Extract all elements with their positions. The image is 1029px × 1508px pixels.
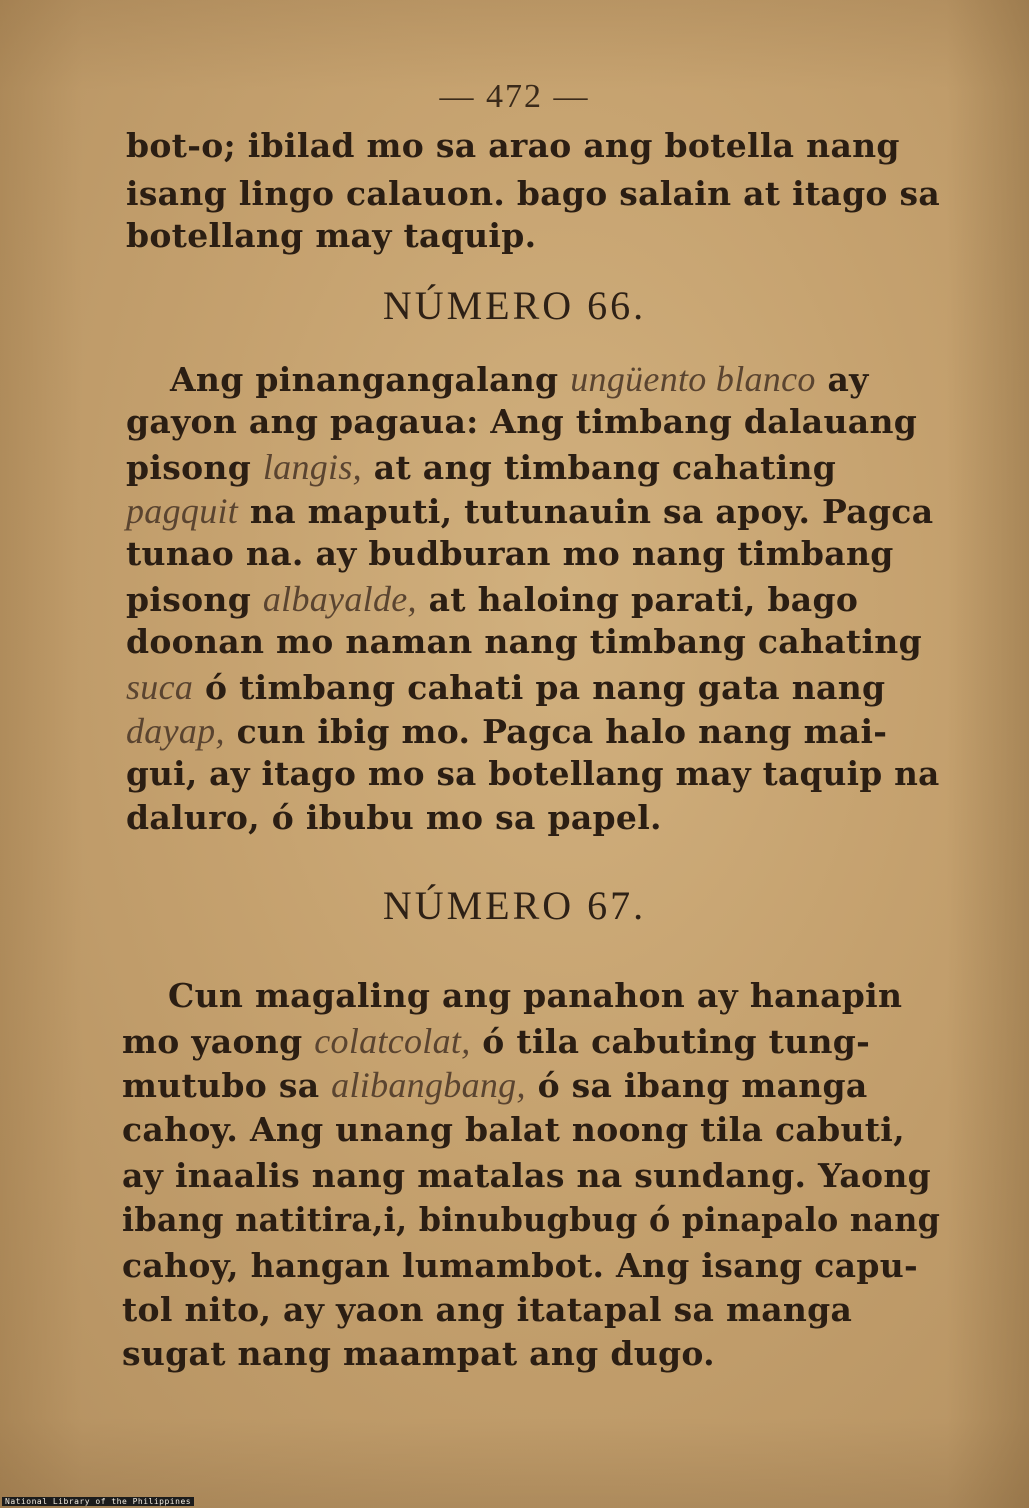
- paragraph-line: dayap, cun ibig mo. Pagca halo nang mai-: [126, 711, 888, 751]
- section-66-heading: NÚMERO 66.: [382, 283, 647, 328]
- archive-credit: National Library of the Philippines: [2, 1497, 194, 1506]
- italic-term: dayap,: [126, 711, 225, 751]
- italic-term: langis,: [262, 447, 362, 487]
- italic-term: ungüento blanco: [570, 359, 816, 399]
- intro-line: bot-o; ibilad mo sa arao ang botella nang: [126, 126, 900, 165]
- paragraph-line: cahoy. Ang unang balat noong tila cabuti,: [122, 1110, 905, 1149]
- section-67-heading: NÚMERO 67.: [382, 883, 647, 928]
- paragraph-line: mo yaong colatcolat, ó tila cabuting tung-: [122, 1021, 871, 1061]
- paragraph-line: cahoy, hangan lumambot. Ang isang capu-: [122, 1246, 918, 1285]
- paragraph-line: gayon ang pagaua: Ang timbang dalauang: [126, 402, 918, 441]
- paragraph-line: sugat nang maampat ang dugo.: [122, 1334, 715, 1373]
- paragraph-line: Cun magaling ang panahon ay hanapin: [168, 976, 903, 1015]
- paragraph-line: suca ó timbang cahati pa nang gata nang: [126, 667, 886, 707]
- paragraph-line: Ang pinangangalang ungüento blanco ay: [170, 359, 869, 399]
- italic-term: suca: [126, 667, 194, 707]
- paragraph-line: ay inaalis nang matalas na sundang. Yaong: [122, 1156, 932, 1195]
- page-number: — 472 —: [439, 78, 590, 115]
- intro-line: isang lingo calauon. bago salain at itago sa: [126, 174, 940, 213]
- paragraph-line: daluro, ó ibubu mo sa papel.: [126, 798, 662, 837]
- paragraph-line: ibang natitira,i, binubugbug ó pinapalo nang: [122, 1200, 941, 1239]
- paragraph-line: gui, ay itago mo sa botellang may taquip na: [126, 754, 940, 793]
- paragraph-line: doonan mo naman nang timbang cahating: [126, 622, 922, 661]
- paragraph-line: mutubo sa alibangbang, ó sa ibang manga: [122, 1065, 868, 1105]
- italic-term: alibangbang,: [331, 1065, 526, 1105]
- intro-line: botellang may taquip.: [126, 216, 537, 255]
- paragraph-line: pisong langis, at ang timbang cahating: [126, 447, 837, 487]
- italic-term: albayalde,: [262, 579, 417, 619]
- paragraph-line: pagquit na maputi, tutunauin sa apoy. Pagca: [126, 491, 934, 531]
- paragraph-line: tol nito, ay yaon ang itatapal sa manga: [122, 1290, 853, 1329]
- italic-term: pagquit: [126, 491, 239, 531]
- italic-term: colatcolat,: [314, 1021, 471, 1061]
- paragraph-line: pisong albayalde, at haloing parati, bago: [126, 579, 859, 619]
- paragraph-line: tunao na. ay budburan mo nang timbang: [126, 534, 894, 573]
